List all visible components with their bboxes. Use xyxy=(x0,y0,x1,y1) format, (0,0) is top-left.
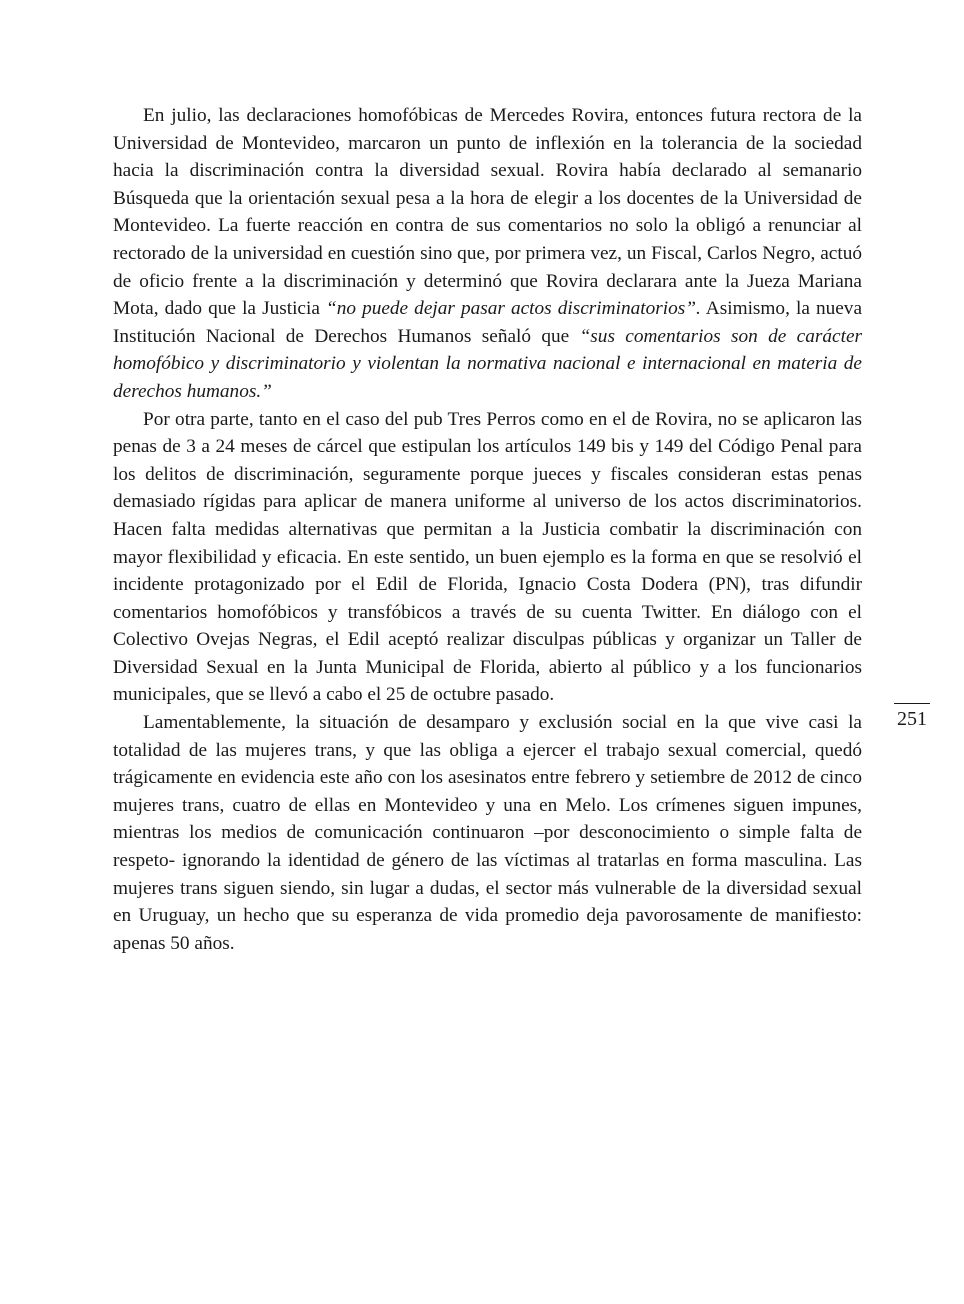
body-text xyxy=(113,102,862,957)
paragraph-1-quote-institucion: “sus comentarios son de carácter homofóbico y discriminatorio y violentan la normativa nacional e internacional en materia de derechos humanos.” xyxy=(113,325,863,402)
paragraph-1-text-1: En julio, las declaraciones homofóbicas de Mercedes Rovira, entonces futura rectora de la Universidad de Montevideo, marcaron un punto de inflexión en la tolerancia de la sociedad hacia la discriminación contra la diversidad sexual. Rovira había declarado al semanario Búsqueda que la orientación sexual pesa a la hora de elegir a los docentes de la Universidad de Montevideo. La fuerte reacción en contra de sus comentarios no solo la obligó a renunciar al rectorado de la universidad en cuestión sino que, por primera vez, un Fiscal, Carlos Negro, actuó de oficio frente a la discriminación y determinó que Rovira declarara ante la Jueza Mariana Mota, dado que la Justicia xyxy=(113,105,862,320)
paragraph-3 xyxy=(113,709,862,957)
page-number-rule xyxy=(894,703,930,704)
paragraph-3-text: Lamentablemente, la situación de desamparo y exclusión social en la que vive casi la totalidad de las mujeres trans, y que las obliga a ejercer el trabajo sexual comercial, quedó trágicamente en evidencia este año con los asesinatos entre febrero y setiembre de 2012 de cinco mujeres trans, cuatro de ellas en Montevideo y una en Melo. Los crímenes siguen impunes, mientras los medios de comunicación continuaron –por desconocimiento o simple falta de respeto- ignorando la identidad de género de las víctimas al tratarlas en forma masculina. Las mujeres trans siguen siendo, sin lugar a dudas, el sector más vulnerable de la diversidad sexual en Uruguay, un hecho que su esperanza de vida promedio deja pavorosamente de manifiesto: apenas 50 años. xyxy=(113,712,862,954)
paragraph-1-quote-justicia: “no puede dejar pasar actos discriminatorios”. xyxy=(325,298,701,320)
paragraph-2-text: Por otra parte, tanto en el caso del pub Tres Perros como en el de Rovira, no se aplicaron las penas de 3 a 24 meses de cárcel que estipulan los artículos 149 bis y 149 del Código Penal para los delitos de discriminación, seguramente porque jueces y fiscales consideran estas penas demasiado rígidas para aplicar de manera uniforme al universo de los actos discriminatorios. Hacen falta medidas alternativas que permitan a la Justicia combatir la discriminación con mayor flexibilidad y eficacia. En este sentido, un buen ejemplo es la forma en que se resolvió el incidente protagonizado por el Edil de Florida, Ignacio Costa Dodera (PN), tras difundir comentarios homofóbicos y transfóbicos a través de su cuenta Twitter. En diálogo con el Colectivo Ovejas Negras, el Edil aceptó realizar disculpas públicas y organizar un Taller de Diversidad Sexual en la Junta Municipal de Florida, abierto al público y a los funcionarios municipales, que se llevó a cabo el 25 de octubre pasado. xyxy=(113,408,862,706)
page-number: 251 xyxy=(897,708,927,730)
paragraph-1-text-2: Asimismo, la nueva Institución Nacional de Derechos Humanos señaló que xyxy=(113,298,863,347)
paragraph-1 xyxy=(113,102,862,406)
paragraph-2 xyxy=(113,406,862,710)
page-number-block xyxy=(894,703,930,732)
